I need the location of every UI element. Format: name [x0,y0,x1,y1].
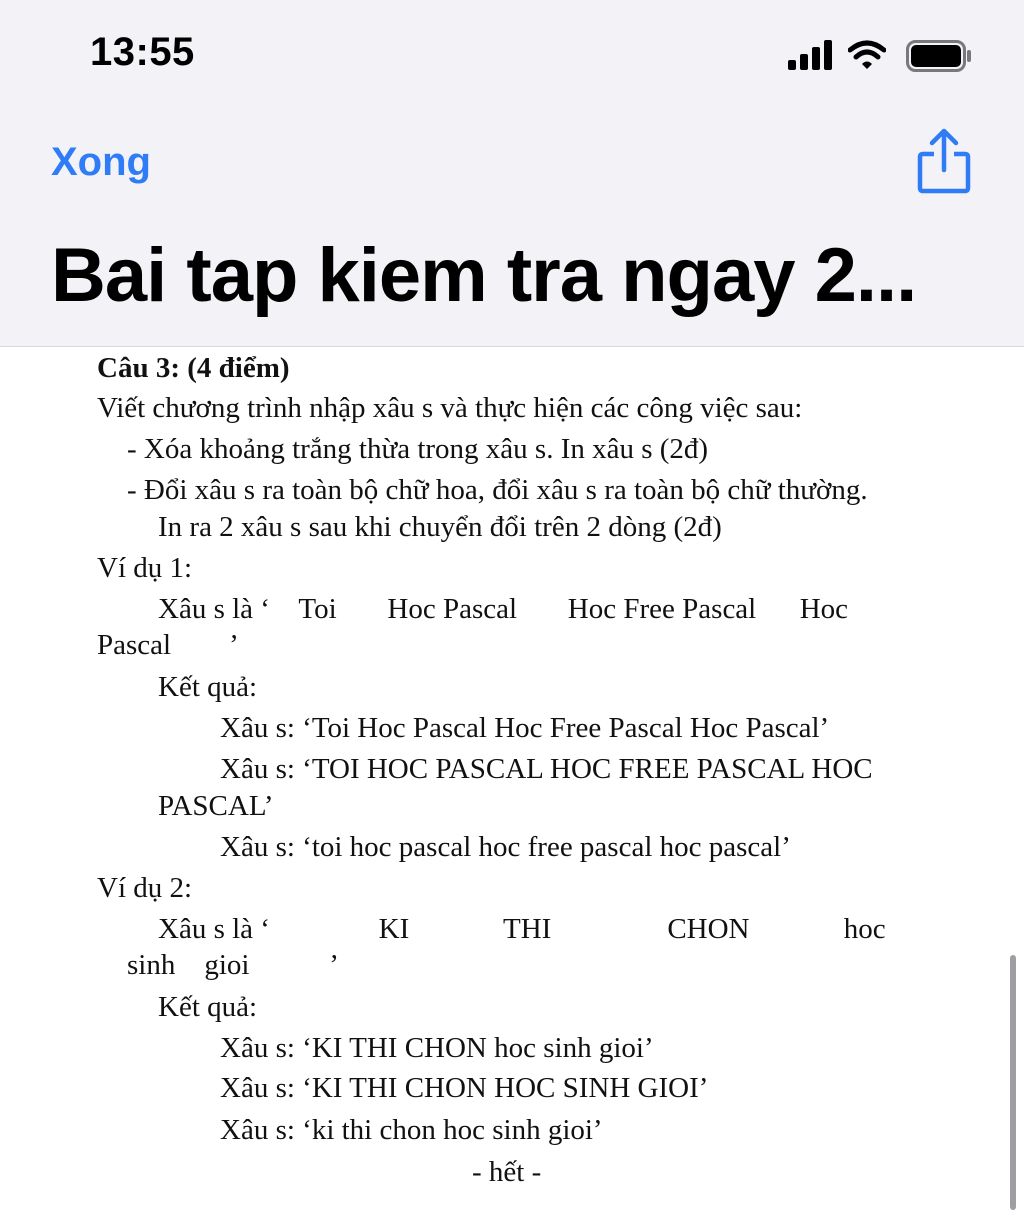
end-marker: - hết - [472,1156,542,1188]
example-1-label: Ví dụ 1: [97,552,193,584]
example-2-output-2: Xâu s: ‘KI THI CHON HOC SINH GIOI’ [220,1072,709,1104]
example-1-output-2-continued: PASCAL’ [158,790,274,822]
scrollbar[interactable] [1010,955,1016,1210]
navigation-header [0,0,1024,347]
example-2-output-3: Xâu s: ‘ki thi chon hoc sinh gioi’ [220,1114,603,1146]
example-1-output-2: Xâu s: ‘TOI HOC PASCAL HOC FREE PASCAL HOC [220,753,873,785]
example-2-label: Ví dụ 2: [97,872,193,904]
example-1-input: Xâu s là ‘ Toi Hoc Pascal Hoc Free Pascal Hoc [158,593,849,625]
example-1-result-label: Kết quả: [158,671,258,703]
example-2-result-label: Kết quả: [158,991,258,1023]
question-heading: Câu 3: (4 điểm) [97,352,290,384]
example-1-output-3: Xâu s: ‘toi hoc pascal hoc free pascal hoc pascal’ [220,831,791,863]
status-time: 13:55 [90,30,195,74]
task-2-continued: In ra 2 xâu s sau khi chuyển đổi trên 2 dòng (2đ) [158,511,722,543]
document-page[interactable] [0,348,1024,1215]
wifi-icon [848,40,886,70]
example-2-input-continued: sinh gioi ’ [127,949,339,981]
question-intro: Viết chương trình nhập xâu s và thực hiện các công việc sau: [97,392,803,424]
example-1-output-1: Xâu s: ‘Toi Hoc Pascal Hoc Free Pascal Hoc Pascal’ [220,712,830,744]
example-2-input: Xâu s là ‘ KI THI CHON hoc [158,913,886,945]
task-2: - Đổi xâu s ra toàn bộ chữ hoa, đổi xâu s ra toàn bộ chữ thường. [127,474,868,506]
example-1-input-continued: Pascal ’ [97,629,239,661]
done-button[interactable]: Xong [51,140,151,184]
document-title: Bai tap kiem tra ngay 2... [51,233,917,318]
signal-icon [788,38,838,74]
example-2-output-1: Xâu s: ‘KI THI CHON hoc sinh gioi’ [220,1032,654,1064]
share-icon[interactable] [914,128,974,194]
task-1: - Xóa khoảng trắng thừa trong xâu s. In xâu s (2đ) [127,433,709,465]
battery-icon [906,40,972,72]
